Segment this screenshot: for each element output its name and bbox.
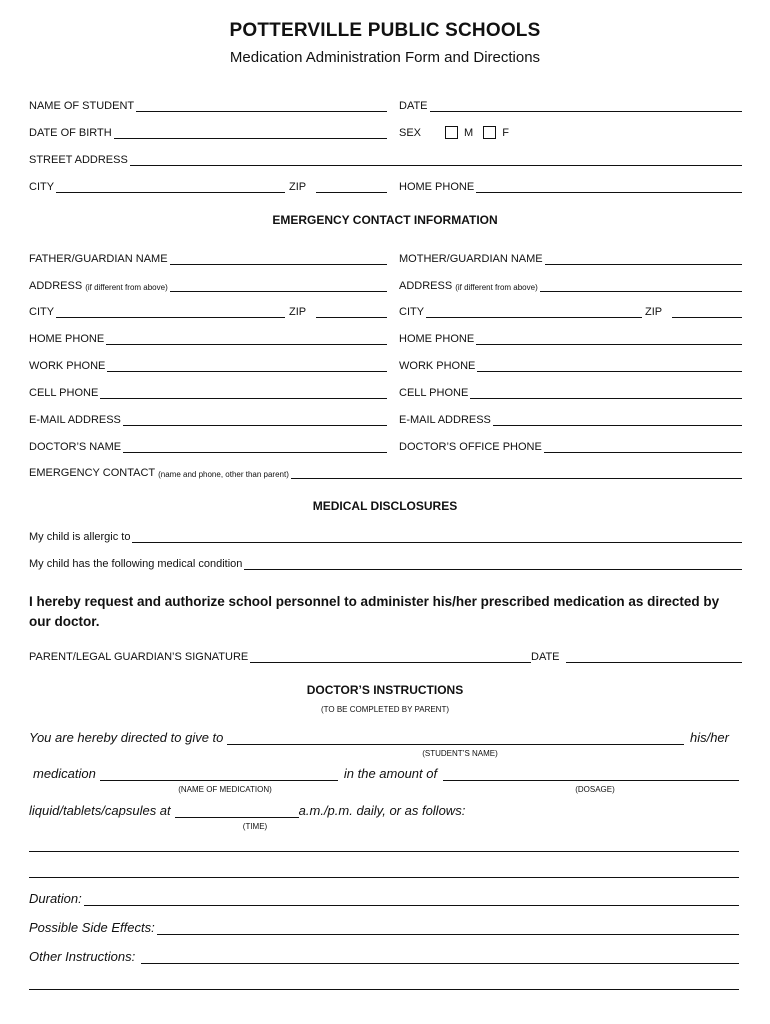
- amount-label: in the amount of: [343, 766, 438, 781]
- female-checkbox[interactable]: [483, 126, 496, 139]
- other-instructions-label: Other Instructions:: [29, 949, 136, 964]
- doctor-phone-row: [399, 437, 742, 453]
- emergency-contact-label: EMERGENCY CONTACT: [29, 467, 156, 479]
- emergency-contact-note: (name and phone, other than parent): [158, 470, 289, 479]
- mother-email-label: E-MAIL ADDRESS: [399, 414, 491, 426]
- father-email-label: E-MAIL ADDRESS: [29, 414, 121, 426]
- mother-home-phone-field[interactable]: [476, 333, 742, 345]
- signature-date-label: DATE: [531, 651, 560, 663]
- zip-field[interactable]: [316, 181, 387, 193]
- father-address-label: ADDRESS: [29, 280, 83, 292]
- student-name-instruction-field[interactable]: [227, 733, 684, 745]
- father-cell-phone-field[interactable]: [100, 387, 387, 399]
- father-address-row: [29, 276, 387, 292]
- father-address-note: (if different from above): [85, 283, 168, 292]
- mother-zip-field[interactable]: [672, 306, 742, 318]
- other-instructions-row: [29, 946, 739, 964]
- father-city-label: CITY: [29, 306, 55, 318]
- condition-field[interactable]: [244, 558, 742, 570]
- emergency-heading: EMERGENCY CONTACT INFORMATION: [272, 213, 498, 227]
- student-name-row: [29, 96, 387, 112]
- doctor-phone-field[interactable]: [544, 441, 742, 453]
- medication-label: medication: [33, 766, 96, 781]
- signature-label: PARENT/LEGAL GUARDIAN’S SIGNATURE: [29, 651, 249, 663]
- doctor-note: (TO BE COMPLETED BY PARENT): [320, 705, 450, 714]
- doctor-heading: DOCTOR’S INSTRUCTIONS: [306, 683, 464, 697]
- father-work-phone-row: [29, 356, 387, 372]
- signature-date-field[interactable]: [566, 651, 742, 663]
- condition-row: [29, 554, 742, 570]
- mother-zip-row: [645, 302, 742, 318]
- ampm-label: a.m./p.m. daily, or as follows:: [298, 803, 466, 818]
- father-field[interactable]: [170, 253, 387, 265]
- duration-field[interactable]: [84, 894, 739, 906]
- allergic-row: [29, 527, 742, 543]
- allergic-field[interactable]: [132, 531, 742, 543]
- dosage-field[interactable]: [443, 769, 739, 781]
- mother-email-field[interactable]: [493, 414, 742, 426]
- authorization-text: I hereby request and authorize school personnel to administer his/her prescribed medication as directed by our doctor.: [29, 594, 720, 629]
- mother-row: [399, 249, 742, 265]
- doctor-name-field[interactable]: [123, 441, 387, 453]
- city-label: CITY: [29, 181, 55, 193]
- city-row: [29, 177, 285, 193]
- duration-row: [29, 888, 739, 906]
- father-home-phone-row: [29, 329, 387, 345]
- father-city-row: [29, 302, 285, 318]
- mother-zip-label: ZIP: [645, 306, 663, 318]
- sex-label: SEX: [399, 127, 422, 139]
- mother-city-row: [399, 302, 642, 318]
- give-to-row: [29, 727, 731, 745]
- father-label: FATHER/GUARDIAN NAME: [29, 253, 168, 265]
- emergency-contact-row: [29, 463, 742, 479]
- home-phone-label: HOME PHONE: [399, 181, 475, 193]
- date-field[interactable]: [430, 100, 742, 112]
- time-note: (TIME): [242, 822, 268, 831]
- mother-address-field[interactable]: [540, 280, 742, 292]
- medical-heading: MEDICAL DISCLOSURES: [312, 499, 458, 513]
- allergic-label: My child is allergic to: [29, 531, 131, 543]
- female-label: F: [502, 127, 509, 139]
- time-field[interactable]: [175, 806, 299, 818]
- father-work-phone-label: WORK PHONE: [29, 360, 106, 372]
- mother-work-phone-field[interactable]: [477, 360, 742, 372]
- doctor-name-label: DOCTOR’S NAME: [29, 441, 122, 453]
- form-label: liquid/tablets/capsules at: [29, 803, 171, 818]
- father-zip-field[interactable]: [316, 306, 387, 318]
- father-home-phone-field[interactable]: [106, 333, 387, 345]
- mother-city-label: CITY: [399, 306, 425, 318]
- duration-label: Duration:: [29, 891, 82, 906]
- sex-row: [399, 123, 599, 139]
- home-phone-row: [399, 177, 742, 193]
- mother-cell-phone-label: CELL PHONE: [399, 387, 469, 399]
- male-label: M: [464, 127, 474, 139]
- mother-label: MOTHER/GUARDIAN NAME: [399, 253, 543, 265]
- father-email-field[interactable]: [123, 414, 387, 426]
- doctor-phone-label: DOCTOR’S OFFICE PHONE: [399, 441, 542, 453]
- father-cell-phone-label: CELL PHONE: [29, 387, 99, 399]
- dob-row: [29, 123, 387, 139]
- form-subtitle: Medication Administration Form and Directions: [229, 49, 541, 66]
- mother-address-note: (if different from above): [455, 283, 538, 292]
- name-of-medication-note: (NAME OF MEDICATION): [178, 785, 272, 794]
- doctor-name-row: [29, 437, 387, 453]
- street-field[interactable]: [130, 154, 742, 166]
- mother-field[interactable]: [545, 253, 742, 265]
- dob-label: DATE OF BIRTH: [29, 127, 112, 139]
- side-effects-field[interactable]: [157, 923, 739, 935]
- his-her-label: his/her: [689, 730, 729, 745]
- signature-row: [29, 647, 531, 663]
- zip-row: [289, 177, 387, 193]
- mother-cell-phone-field[interactable]: [470, 387, 742, 399]
- mother-cell-phone-row: [399, 383, 742, 399]
- male-checkbox[interactable]: [445, 126, 458, 139]
- zip-label: ZIP: [289, 181, 307, 193]
- father-cell-phone-row: [29, 383, 387, 399]
- father-zip-row: [289, 302, 387, 318]
- father-row: [29, 249, 387, 265]
- date-row: [399, 96, 742, 112]
- emergency-contact-field[interactable]: [291, 467, 742, 479]
- side-effects-label: Possible Side Effects:: [29, 920, 155, 935]
- form-title: POTTERVILLE PUBLIC SCHOOLS: [229, 20, 541, 41]
- medication-row: [33, 763, 739, 781]
- city-field[interactable]: [56, 181, 285, 193]
- condition-label: My child has the following medical condition: [29, 558, 243, 570]
- instruction-line-2[interactable]: [29, 876, 739, 878]
- father-address-field[interactable]: [170, 280, 387, 292]
- student-name-label: NAME OF STUDENT: [29, 100, 135, 112]
- father-zip-label: ZIP: [289, 306, 307, 318]
- dosage-note: (DOSAGE): [575, 785, 615, 794]
- mother-city-field[interactable]: [426, 306, 642, 318]
- mother-home-phone-label: HOME PHONE: [399, 333, 475, 345]
- father-email-row: [29, 410, 387, 426]
- father-city-field[interactable]: [56, 306, 285, 318]
- mother-work-phone-row: [399, 356, 742, 372]
- form-row: [29, 800, 529, 818]
- mother-home-phone-row: [399, 329, 742, 345]
- side-effects-row: [29, 917, 739, 935]
- students-name-note: (STUDENT’S NAME): [422, 749, 498, 758]
- signature-field[interactable]: [250, 651, 531, 663]
- student-name-field[interactable]: [136, 100, 387, 112]
- medication-name-field[interactable]: [100, 769, 338, 781]
- street-label: STREET ADDRESS: [29, 154, 128, 166]
- street-row: [29, 150, 742, 166]
- other-instructions-line-2[interactable]: [29, 988, 739, 990]
- father-work-phone-field[interactable]: [107, 360, 387, 372]
- signature-date-row: [531, 647, 742, 663]
- date-label: DATE: [399, 100, 428, 112]
- mother-work-phone-label: WORK PHONE: [399, 360, 476, 372]
- other-instructions-field[interactable]: [141, 952, 739, 964]
- mother-address-label: ADDRESS: [399, 280, 453, 292]
- mother-address-row: [399, 276, 742, 292]
- father-home-phone-label: HOME PHONE: [29, 333, 105, 345]
- mother-email-row: [399, 410, 742, 426]
- give-to-label: You are hereby directed to give to: [29, 730, 224, 745]
- instruction-line-1[interactable]: [29, 850, 739, 852]
- dob-field[interactable]: [114, 127, 387, 139]
- home-phone-field[interactable]: [476, 181, 742, 193]
